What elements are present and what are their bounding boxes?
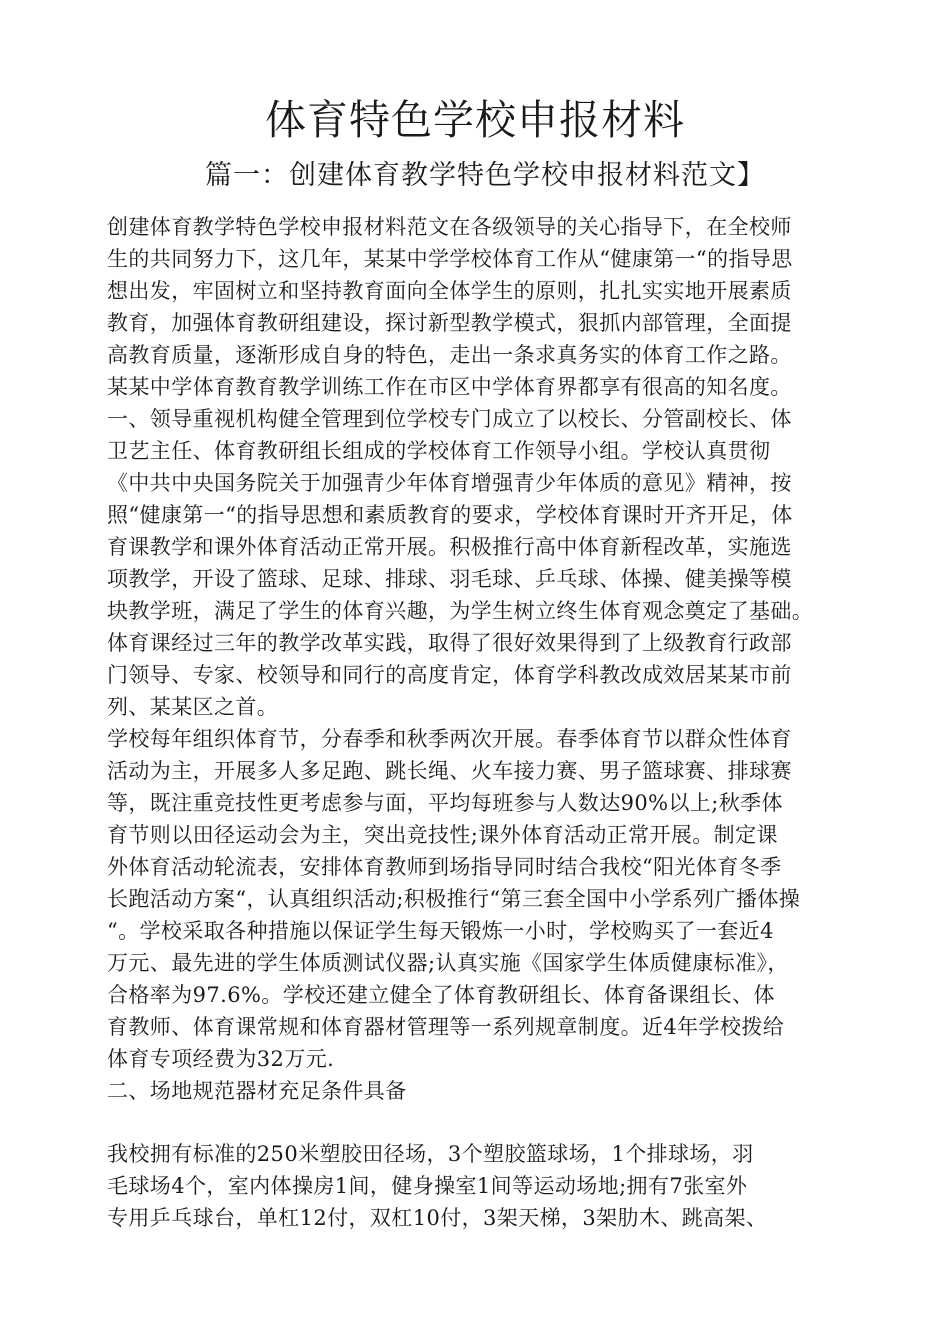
body-line: 高教育质量，逐渐形成自身的特色，走出一条求真务实的体育工作之路。	[107, 343, 792, 367]
body-line: 卫艺主任、体育教研组长组成的学校体育工作领导小组。学校认真贯彻	[107, 439, 771, 463]
body-line: 创建体育教学特色学校申报材料范文在各级领导的关心指导下，在全校师	[107, 215, 792, 239]
body-line: 想出发，牢固树立和坚持教育面向全体学生的原则，扎扎实实地开展素质	[107, 279, 792, 303]
body-line: 块教学班，满足了学生的体育兴趣，为学生树立终生体育观念奠定了基础。	[107, 599, 814, 623]
body-line: 照“健康第一“的指导思想和素质教育的要求，学校体育课时开齐开足，体	[107, 503, 793, 527]
body-line: 专用乒乓球台，单杠12付，双杠10付，3架天梯，3架肋木、跳高架、	[107, 1206, 768, 1230]
body-line: 某某中学体育教育教学训练工作在市区中学体育界都享有很高的知名度。	[107, 375, 792, 399]
body-line: 我校拥有标准的250米塑胶田径场，3个塑胶篮球场，1个排球场，羽	[107, 1142, 754, 1166]
body-line: 育节则以田径运动会为主，突出竞技性;课外体育活动正常开展。制定课	[107, 823, 778, 847]
body-line: 外体育活动轮流表，安排体育教师到场指导同时结合我校“阳光体育冬季	[107, 855, 782, 879]
body-line: 万元、最先进的学生体质测试仪器;认真实施《国家学生体质健康标准》，	[107, 951, 789, 975]
body-line: 门领导、专家、校领导和同行的高度肯定，体育学科教改成效居某某市前	[107, 663, 792, 687]
body-line: 体育课经过三年的教学改革实践，取得了很好效果得到了上级教育行政部	[107, 631, 792, 655]
document-title: 体育特色学校申报材料	[265, 96, 685, 144]
section-heading: 二、场地规范器材充足条件具备	[107, 1079, 407, 1103]
body-line: 项教学，开设了篮球、足球、排球、羽毛球、乒乓球、体操、健美操等模	[107, 567, 792, 591]
body-line: 长跑活动方案“，认真组织活动;积极推行“第三套全国中小学系列广播体操	[107, 887, 801, 911]
document-body	[107, 211, 897, 1234]
body-line: 学校每年组织体育节，分春季和秋季两次开展。春季体育节以群众性体育	[107, 727, 792, 751]
body-line: 育课教学和课外体育活动正常开展。积极推行高中体育新程改革，实施选	[107, 535, 792, 559]
body-line: 等，既注重竞技性更考虑参与面，平均每班参与人数达90%以上;秋季体	[107, 791, 783, 815]
body-line: “。学校采取各种措施以保证学生每天锻炼一小时，学校购买了一套近4	[107, 919, 774, 943]
body-line: 毛球场4个，室内体操房1间，健身操室1间等运动场地;拥有7张室外	[107, 1174, 748, 1198]
body-line: 合格率为97.6%。学校还建立健全了体育教研组长、体育备课组长、体	[107, 983, 775, 1007]
body-line: 育教师、体育课常规和体育器材管理等一系列规章制度。近4年学校拨给	[107, 1015, 785, 1039]
body-line: 活动为主，开展多人多足跑、跳长绳、火车接力赛、男子篮球赛、排球赛	[107, 759, 792, 783]
document-subtitle: 篇一：创建体育教学特色学校申报材料范文】	[205, 160, 765, 191]
body-line: 体育专项经费为32万元.	[107, 1047, 335, 1071]
body-line: 《中共中央国务院关于加强青少年体育增强青少年体质的意见》精神，按	[107, 471, 792, 495]
body-line: 教育，加强体育教研组建设，探讨新型教学模式，狠抓内部管理，全面提	[107, 311, 792, 335]
body-line: 列、某某区之首。	[107, 695, 279, 719]
body-line: 一、领导重视机构健全管理到位学校专门成立了以校长、分管副校长、体	[107, 407, 792, 431]
body-line: 生的共同努力下，这几年，某某中学学校体育工作从“健康第一“的指导思	[107, 247, 793, 271]
